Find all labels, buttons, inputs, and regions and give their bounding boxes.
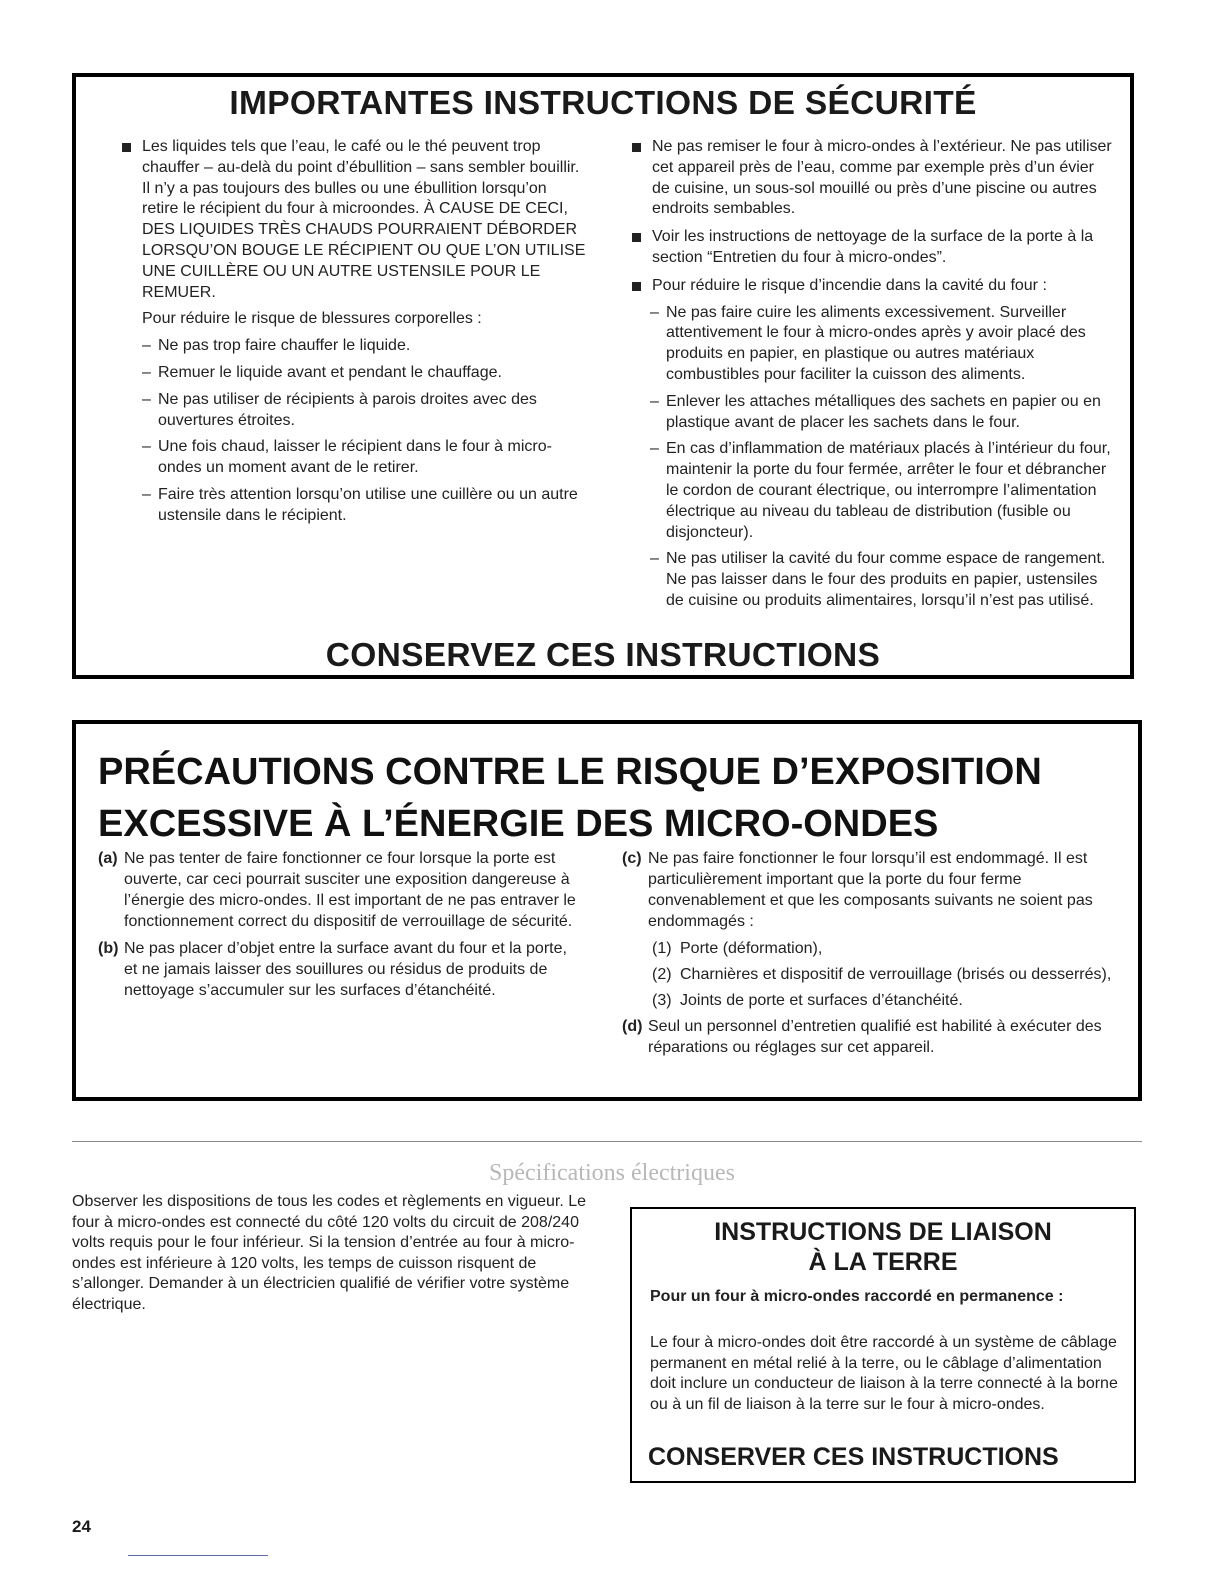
grounding-footer: CONSERVER CES INSTRUCTIONS — [648, 1443, 1059, 1471]
safety-dash-item: – Remuer le liquide avant et pendant le chauffage. — [142, 363, 502, 381]
safety-dash-item: – Faire très attention lorsqu’on utilise une cuillère ou un autre ustensile dans le récipient. — [142, 485, 578, 524]
precaution-item: (a) Ne pas tenter de faire fonctionner ce four lorsque la porte est ouverte, car ceci pourrait susciter une exposition dangereuse à l’énergie des micro-ondes. Il est important de ne pas entraver le fonctionnement correct du dispositif de verrouillage de sécurité. — [98, 850, 576, 930]
safety-dash-item: – Ne pas utiliser de récipients à parois droites avec des ouvertures étroites. — [142, 390, 537, 429]
grounding-text: Le four à micro-ondes doit être raccordé à un système de câblage permanent en métal relié à la terre, ou le câblage d’alimentation doit inclure un conducteur de liaison à la terre connecté à la borne ou à un fil de liaison à la terre sur le four à micro-ondes. — [650, 1334, 1118, 1413]
page-number: 24 — [72, 1517, 91, 1536]
section-divider — [72, 1141, 1142, 1142]
safety-dash-item: – Ne pas faire cuire les aliments excessivement. Surveiller attentivement le four à micro-ondes après y avoir placé des produits en papier, en plastique ou autres matériaux combustibles pour faciliter la cuisson des aliments. — [650, 303, 1086, 383]
grounding-title: INSTRUCTIONS DE LIAISON À LA TERRE — [714, 1218, 1052, 1276]
safety-instructions-box — [72, 73, 1134, 679]
precautions-box — [72, 720, 1142, 1101]
safety-dash-item: – En cas d’inflammation de matériaux placés à l’intérieur du four, maintenir la porte du four fermée, arrêter le four et débrancher le cordon de courant électrique, ou interrompre l’alimentation électrique au niveau du tableau de distribution (fusible ou disjoncteur). — [650, 440, 1111, 541]
precautions-title: PRÉCAUTIONS CONTRE LE RISQUE D’EXPOSITION EXCESSIVE À L’ÉNERGIE DES MICRO-ONDES — [98, 751, 1042, 845]
precaution-item: (d) Seul un personnel d’entretien qualifié est habilité à exécuter des réparations ou réglages sur cet appareil. — [622, 1018, 1102, 1056]
safety-bullet-fire: Pour réduire le risque d’incendie dans la cavité du four : — [626, 276, 1116, 297]
safety-injury-intro: Pour réduire le risque de blessures corporelles : — [142, 310, 482, 328]
safety-footer: CONSERVEZ CES INSTRUCTIONS — [325, 637, 881, 674]
precaution-item: (b) Ne pas placer d’objet entre la surface avant du four et la porte, et ne jamais laisser des souillures ou résidus de produits de nettoyage s’accumuler sur les surfaces d’étanchéité. — [98, 940, 567, 999]
safety-dash-item: – Enlever les attaches métalliques des sachets en papier ou en plastique avant de placer les sachets dans le four. — [650, 392, 1101, 431]
electrical-text: Observer les dispositions de tous les codes et règlements en vigueur. Le four à micro-ondes est connecté du côté 120 volts du circuit de 208/240 volts requis pour le four inférieur. Si la tension d’entrée au four à micro-ondes est inférieure à 120 volts, les temps de cuisson risquent de s’allonger. Demander à un électricien qualifié de vérifier votre système électrique. — [72, 1193, 587, 1313]
safety-right-column — [626, 137, 1116, 612]
safety-bullet-cleaning: Voir les instructions de nettoyage de la surface de la porte à la section “Entretien du four à micro-ondes”. — [626, 227, 1116, 269]
precautions-right-column — [622, 848, 1122, 1064]
grounding-subtitle: Pour un four à micro-ondes raccordé en permanence : — [650, 1288, 1064, 1305]
safety-dash-item: – Ne pas utiliser la cavité du four comme espace de rangement. Ne pas laisser dans le four des produits en papier, ustensiles de cuisine ou produits alimentaires, lorsqu’il n’est pas utilisé. — [650, 550, 1106, 609]
safety-title: IMPORTANTES INSTRUCTIONS DE SÉCURITÉ — [229, 85, 977, 122]
safety-left-column — [116, 137, 586, 527]
safety-dash-item: – Ne pas trop faire chauffer le liquide. — [142, 337, 411, 355]
electrical-title: Spécifications électriques — [489, 1160, 735, 1186]
safety-dash-item: – Une fois chaud, laisser le récipient dans le four à micro-ondes un moment avant de le retirer. — [142, 438, 552, 477]
safety-bullet-liquids: Les liquides tels que l’eau, le café ou le thé peuvent trop chauffer – au-delà du point d’ébullition – sans sembler bouillir. Il n’y a pas toujours des bulles ou une ébullition lorsqu’on retire le récipient du four à microondes. À CAUSE DE CECI, DES LIQUIDES TRÈS CHAUDS POURRAIENT DÉBORDER LORSQU’ON BOUGE LE RÉCIPIENT OU QUE L’ON UTILISE UNE CUILLÈRE OU UN AUTRE USTENSILE POUR LE REMUER. — [116, 137, 586, 303]
grounding-box — [630, 1207, 1136, 1483]
precaution-subitem: (2) Charnières et dispositif de verrouillage (brisés ou desserrés), — [652, 966, 1112, 983]
precautions-left-column — [98, 848, 578, 1007]
safety-bullet-outdoor: Ne pas remiser le four à micro-ondes à l’extérieur. Ne pas utiliser cet appareil près de l’eau, comme par exemple près d’un évier de cuisine, un sous-sol mouillé ou près d’une piscine ou autres endroits sembables. — [626, 137, 1116, 220]
footer-line — [128, 1555, 268, 1556]
precaution-subitem: (1) Porte (déformation), — [652, 940, 823, 957]
precaution-item: (c) Ne pas faire fonctionner le four lorsqu’il est endommagé. Il est particulièrement important que la porte du four ferme convenablement et que les composants suivants ne soient pas endommagés : — [622, 850, 1093, 930]
precaution-subitem: (3) Joints de porte et surfaces d’étanchéité. — [652, 992, 963, 1009]
